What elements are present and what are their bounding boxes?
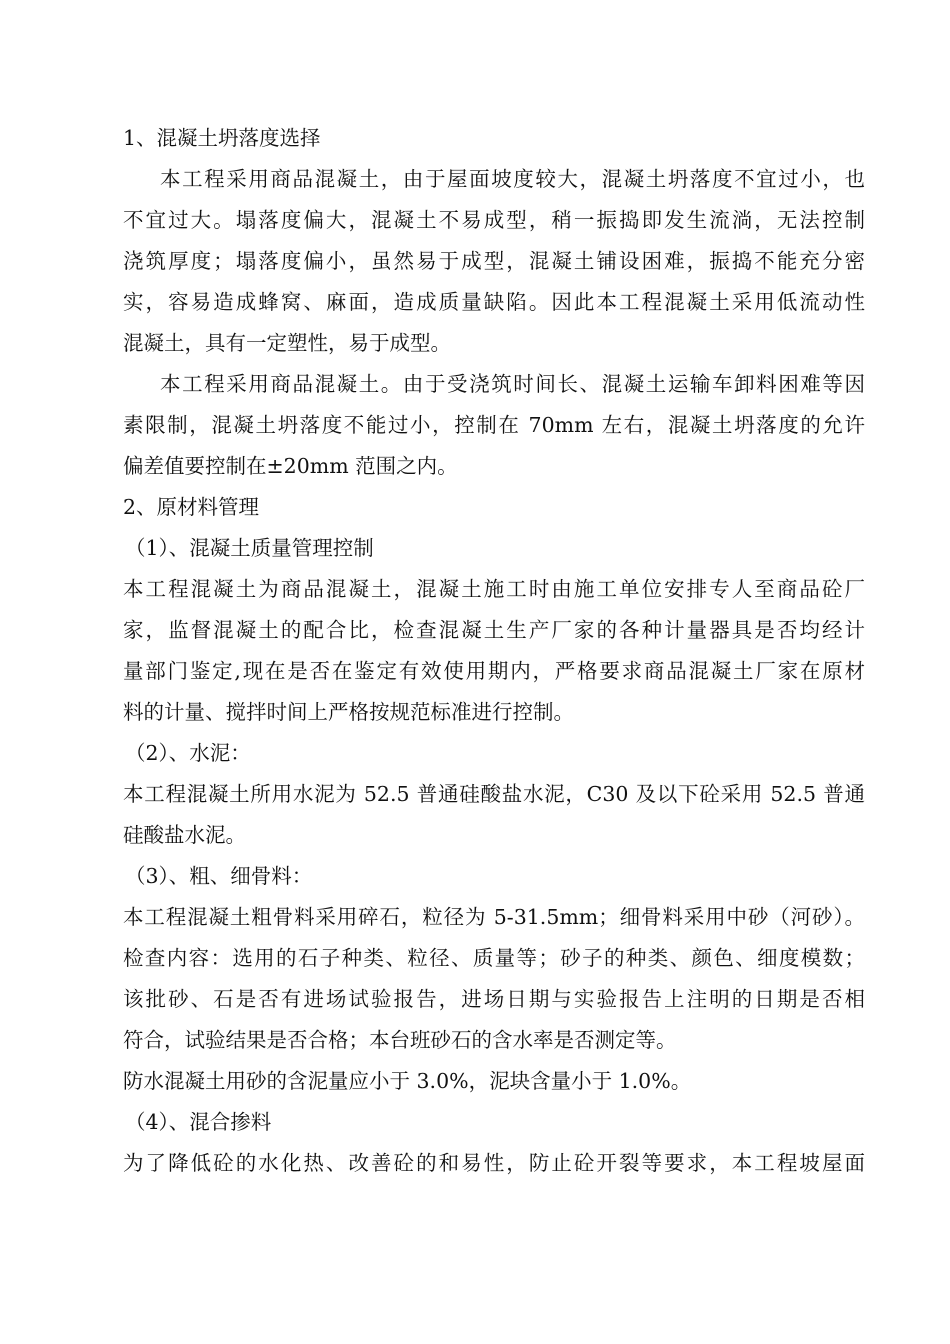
- paragraph-line: 素限制，混凝土坍落度不能过小，控制在 70mm 左右，混凝土坍落度的允许: [123, 413, 865, 437]
- subheading-admixture: （4）、混合掺料: [125, 1110, 272, 1134]
- subheading-aggregate: （3）、粗、细骨料：: [125, 864, 313, 888]
- paragraph-line: 本工程采用商品混凝土。由于受浇筑时间长、混凝土运输车卸料困难等因: [160, 372, 865, 396]
- paragraph-line: 符合，试验结果是否合格；本台班砂石的含水率是否测定等。: [123, 1028, 677, 1052]
- subheading-cement: （2）、水泥：: [125, 741, 251, 765]
- paragraph-line: 浇筑厚度；塌落度偏小，虽然易于成型，混凝土铺设困难，振捣不能充分密: [123, 249, 865, 273]
- section-heading-slump: 1、混凝土坍落度选择: [123, 126, 321, 150]
- section-heading-materials: 2、原材料管理: [123, 495, 260, 519]
- subheading-quality-control: （1）、混凝土质量管理控制: [125, 536, 374, 560]
- paragraph-line: 本工程采用商品混凝土，由于屋面坡度较大，混凝土坍落度不宜过小，也: [160, 167, 865, 191]
- paragraph-line: 该批砂、石是否有进场试验报告，进场日期与实验报告上注明的日期是否相: [123, 987, 865, 1011]
- paragraph-line: 不宜过大。塌落度偏大，混凝土不易成型，稍一振捣即发生流淌，无法控制: [123, 208, 865, 232]
- paragraph-line: 家，监督混凝土的配合比，检查混凝土生产厂家的各种计量器具是否均经计: [123, 618, 865, 642]
- paragraph-line: 为了降低砼的水化热、改善砼的和易性，防止砼开裂等要求，本工程坡屋面: [123, 1151, 865, 1175]
- paragraph-line: 防水混凝土用砂的含泥量应小于 3.0%，泥块含量小于 1.0%。: [123, 1069, 692, 1093]
- paragraph-line: 混凝土，具有一定塑性，易于成型。: [123, 331, 451, 355]
- paragraph-line: 检查内容：选用的石子种类、粒径、质量等；砂子的种类、颜色、细度模数；: [123, 946, 865, 970]
- paragraph-line: 量部门鉴定,现在是否在鉴定有效使用期内，严格要求商品混凝土厂家在原材: [123, 659, 865, 683]
- paragraph-line: 硅酸盐水泥。: [123, 823, 246, 847]
- paragraph-line: 实，容易造成蜂窝、麻面，造成质量缺陷。因此本工程混凝土采用低流动性: [123, 290, 865, 314]
- paragraph-line: 本工程混凝土所用水泥为 52.5 普通硅酸盐水泥，C30 及以下砼采用 52.5 普通: [123, 782, 865, 806]
- document-page: [123, 118, 865, 1184]
- paragraph-line: 本工程混凝土为商品混凝土，混凝土施工时由施工单位安排专人至商品砼厂: [123, 577, 865, 601]
- paragraph-line: 偏差值要控制在±20mm 范围之内。: [123, 454, 458, 478]
- paragraph-line: 本工程混凝土粗骨料采用碎石，粒径为 5-31.5mm；细骨料采用中砂（河砂）。: [123, 905, 865, 929]
- paragraph-line: 料的计量、搅拌时间上严格按规范标准进行控制。: [123, 700, 574, 724]
